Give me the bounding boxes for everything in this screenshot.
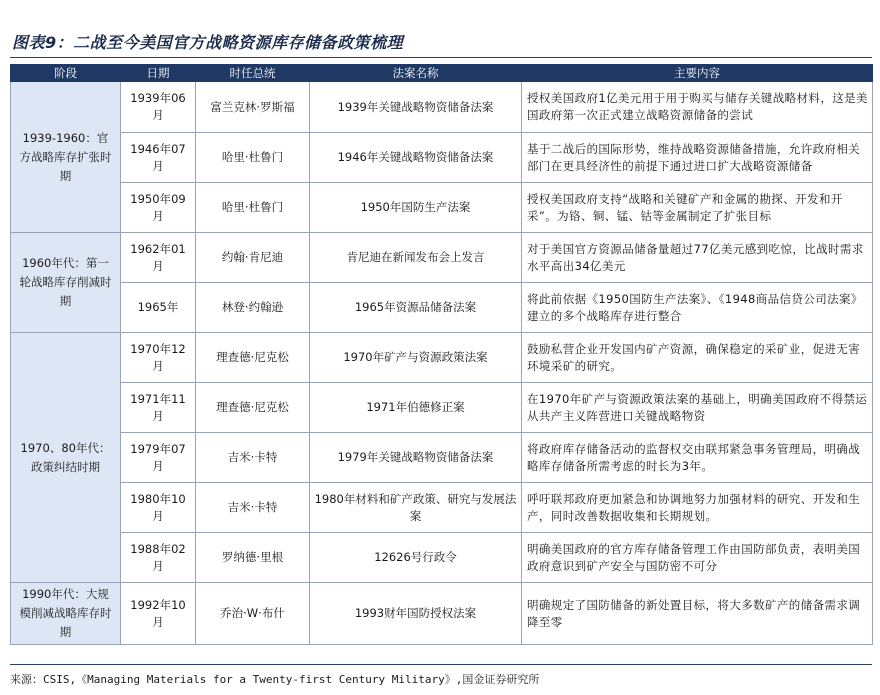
content-cell: 基于二战后的国际形势，维持战略资源储备措施，允许政府相关部门在更具经济性的前提下通过进口扩大战略资源储备	[522, 133, 873, 183]
policy-table	[10, 64, 873, 645]
date-cell: 1965年	[121, 283, 196, 333]
act-cell: 1939年关键战略物资储备法案	[310, 82, 522, 133]
president-cell: 理查德·尼克松	[196, 333, 310, 383]
content-cell: 呼吁联邦政府更加紧急和协调地努力加强材料的研究、开发和生产，同时改善数据收集和长期规划。	[522, 483, 873, 533]
stage-cell: 1990年代：大规模削减战略库存时期	[11, 583, 121, 645]
act-cell: 1980年材料和矿产政策、研究与发展法案	[310, 483, 522, 533]
table-header-row	[11, 65, 873, 82]
table-row	[11, 383, 873, 433]
table-row	[11, 133, 873, 183]
stage-cell: 1960年代：第一轮战略库存削减时期	[11, 233, 121, 333]
president-cell: 哈里·杜鲁门	[196, 183, 310, 233]
content-cell: 鼓励私营企业开发国内矿产资源，确保稳定的采矿业，促进无害环境采矿的研究。	[522, 333, 873, 383]
president-cell: 理查德·尼克松	[196, 383, 310, 433]
source-note: 来源：CSIS,《Managing Materials for a Twenty-first Century Military》,国金证券研究所	[10, 673, 540, 686]
act-cell: 肯尼迪在新闻发布会上发言	[310, 233, 522, 283]
president-cell: 林登·约翰逊	[196, 283, 310, 333]
act-cell: 1950年国防生产法案	[310, 183, 522, 233]
content-cell: 将政府库存储备活动的监督权交由联邦紧急事务管理局，明确战略库存储备所需考虑的时长为3年。	[522, 433, 873, 483]
president-cell: 罗纳德·里根	[196, 533, 310, 583]
date-cell: 1979年07月	[121, 433, 196, 483]
table-row	[11, 333, 873, 383]
act-cell: 1993财年国防授权法案	[310, 583, 522, 645]
header-stage: 阶段	[11, 65, 121, 82]
act-cell: 1979年关键战略物资储备法案	[310, 433, 522, 483]
table-row	[11, 233, 873, 283]
header-content: 主要内容	[522, 65, 873, 82]
header-date: 日期	[121, 65, 196, 82]
date-cell: 1962年01月	[121, 233, 196, 283]
act-cell: 1970年矿产与资源政策法案	[310, 333, 522, 383]
content-cell: 明确美国政府的官方库存储备管理工作由国防部负责，表明美国政府意识到矿产安全与国防密不可分	[522, 533, 873, 583]
date-cell: 1950年09月	[121, 183, 196, 233]
date-cell: 1946年07月	[121, 133, 196, 183]
date-cell: 1980年10月	[121, 483, 196, 533]
act-cell: 1971年伯德修正案	[310, 383, 522, 433]
act-cell: 12626号行政令	[310, 533, 522, 583]
table-row	[11, 433, 873, 483]
date-cell: 1939年06月	[121, 82, 196, 133]
header-president: 时任总统	[196, 65, 310, 82]
figure-title: 图表9：二战至今美国官方战略资源库存储备政策梳理	[12, 33, 404, 52]
table-row	[11, 283, 873, 333]
president-cell: 吉米·卡特	[196, 483, 310, 533]
content-cell: 授权美国政府1亿美元用于用于购买与储存关键战略材料，这是美国政府第一次正式建立战略资源储备的尝试	[522, 82, 873, 133]
president-cell: 富兰克林·罗斯福	[196, 82, 310, 133]
header-act: 法案名称	[310, 65, 522, 82]
stage-cell: 1939-1960：官方战略库存扩张时期	[11, 82, 121, 233]
president-cell: 吉米·卡特	[196, 433, 310, 483]
date-cell: 1970年12月	[121, 333, 196, 383]
source-divider	[10, 664, 872, 665]
act-cell: 1946年关键战略物资储备法案	[310, 133, 522, 183]
table-row	[11, 533, 873, 583]
content-cell: 在1970年矿产与资源政策法案的基础上，明确美国政府不得禁运从共产主义阵营进口关键战略物资	[522, 383, 873, 433]
table-row	[11, 82, 873, 133]
table-row	[11, 483, 873, 533]
content-cell: 授权美国政府支持“战略和关键矿产和金属的勘探、开发和开采”。为铬、铜、锰、钴等金属制定了扩张目标	[522, 183, 873, 233]
title-divider	[10, 57, 872, 58]
date-cell: 1971年11月	[121, 383, 196, 433]
president-cell: 乔治·W·布什	[196, 583, 310, 645]
date-cell: 1992年10月	[121, 583, 196, 645]
date-cell: 1988年02月	[121, 533, 196, 583]
president-cell: 约翰·肯尼迪	[196, 233, 310, 283]
stage-cell: 1970、80年代：政策纠结时期	[11, 333, 121, 583]
president-cell: 哈里·杜鲁门	[196, 133, 310, 183]
table-row	[11, 183, 873, 233]
content-cell: 明确规定了国防储备的新处置目标，将大多数矿产的储备需求调降至零	[522, 583, 873, 645]
table-row	[11, 583, 873, 645]
content-cell: 对于美国官方资源品储备量超过77亿美元感到吃惊，比战时需求水平高出34亿美元	[522, 233, 873, 283]
act-cell: 1965年资源品储备法案	[310, 283, 522, 333]
content-cell: 将此前依据《1950国防生产法案》、《1948商品信贷公司法案》建立的多个战略库存进行整合	[522, 283, 873, 333]
